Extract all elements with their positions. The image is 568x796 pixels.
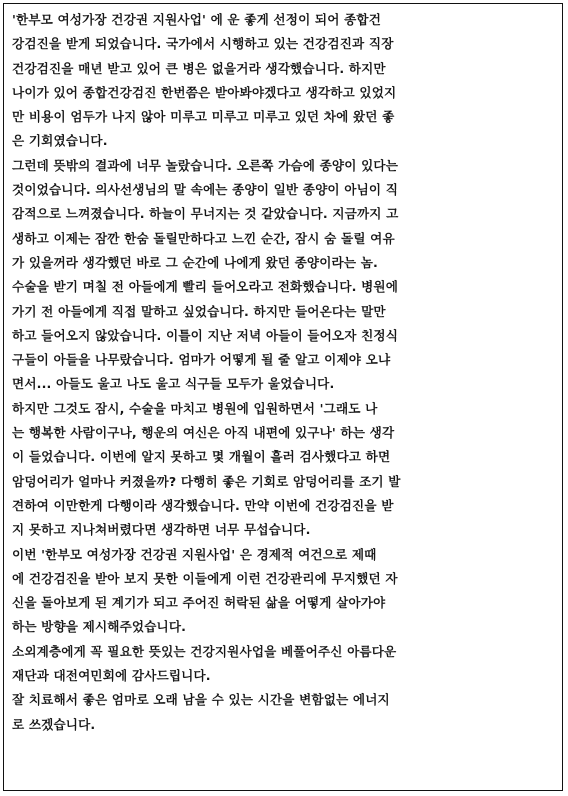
letter-line: 신을 돌아보게 된 계기가 되고 주어진 허락된 삶을 어떻게 살아가야 [12,595,386,611]
letter-line: 만 비용이 엄두가 나지 않아 미루고 미루고 미루고 있던 차에 왔던 좋 [12,109,395,125]
letter-line: 가기 전 아들에게 직접 말하고 싶었습니다. 하지만 들어온다는 말만 [12,303,386,319]
letter-line: 하지만 그것도 잠시, 수술을 마치고 병원에 입원하면서 '그래도 나 [12,400,378,416]
letter-line: 그런데 뜻밖의 결과에 너무 놀랐습니다. 오른쪽 가슴에 종양이 있다는 [12,157,399,173]
letter-line: 하고 들어오지 않았습니다. 이틀이 지난 저녁 아들이 들어오자 친정식 [12,327,399,343]
letter-line: 생하고 이제는 잠깐 한숨 돌릴만하다고 느낀 순간, 잠시 숨 돌릴 여유 [12,230,395,246]
letter-line: 강검진을 받게 되었습니다. 국가에서 시행하고 있는 건강검진과 직장 [12,36,394,52]
letter-line: 소외계층에게 꼭 필요한 뜻있는 건강지원사업을 베풀어주신 아름다운 [12,643,397,659]
letter-line: 수술을 받기 며칠 전 아들에게 빨리 들어오라고 전화했습니다. 병원에 [12,279,399,295]
letter-line: 구들이 아들을 나무랐습니다. 엄마가 어떻게 될 줄 알고 이제야 오냐 [12,352,391,368]
letter-line: 이 들었습니다. 이번에 알지 못하고 몇 개월이 흘러 검사했다고 하면 [12,449,391,465]
letter-page [3,3,563,791]
letter-line: 은 기회였습니다. [12,133,108,149]
letter-line: 하는 방향을 제시해주었습니다. [12,619,187,635]
letter-line: 것이었습니다. 의사선생님의 말 속에는 종양이 일반 종양이 아님이 직 [12,182,399,198]
letter-line: 견하여 이만한게 다행이라 생각했습니다. 만약 이번에 건강검진을 받 [12,497,394,513]
letter-line: 잘 치료해서 좋은 엄마로 오래 남을 수 있는 시간을 변함없는 에너지 [12,692,390,708]
letter-line: 나이가 있어 종합건강검진 한번쯤은 받아봐야겠다고 생각하고 있었지 [12,84,397,100]
letter-line: 건강검진을 매년 받고 있어 큰 병은 없을거라 생각했습니다. 하지만 [12,60,386,76]
letter-line: 암덩어리가 얼마나 커졌을까? 다행히 좋은 기회로 암덩어리를 조기 발 [12,473,401,489]
letter-line: 면서... 아들도 울고 나도 울고 식구들 모두가 울었습니다. [12,376,335,392]
letter-line: 감적으로 느껴졌습니다. 하늘이 무너지는 것 같았습니다. 지금까지 고 [12,206,399,222]
letter-line: 는 행복한 사람이구나, 행운의 여신은 아직 내편에 있구나' 하는 생각 [12,425,395,441]
letter-line: 재단과 대전여민회에 감사드립니다. [12,668,211,684]
letter-line: 에 건강검진을 받아 보지 못한 이들에게 이런 건강관리에 무지했던 자 [12,570,398,586]
letter-line: 가 있을꺼라 생각했던 바로 그 순간에 나에게 왔던 종양이라는 놈. [12,254,378,270]
letter-body [12,8,554,737]
letter-line: '한부모 여성가장 건강권 지원사업' 에 운 좋게 선정이 되어 종합건 [12,12,382,27]
letter-line: 로 쓰겠습니다. [12,716,96,732]
letter-line: 이번 '한부모 여성가장 건강권 지원사업' 은 경제적 여건으로 제때 [12,546,377,562]
letter-line: 지 못하고 지나쳐버렸다면 생각하면 너무 무섭습니다. [12,522,311,538]
